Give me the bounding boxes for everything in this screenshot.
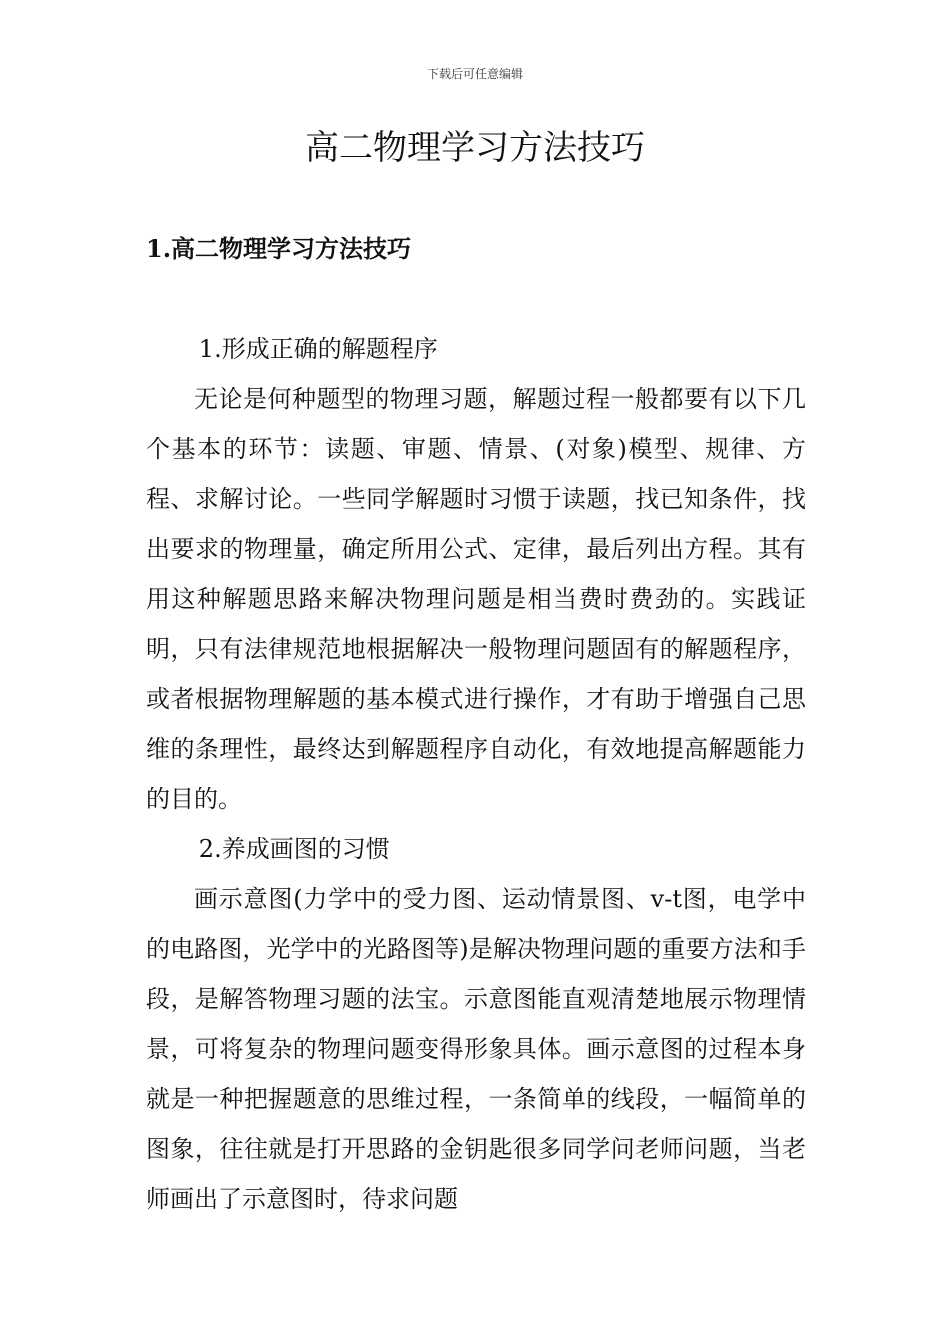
document-body: [146, 324, 806, 1224]
section-heading: 1.高二物理学习方法技巧: [146, 234, 412, 263]
subheading-1: 1.形成正确的解题程序: [198, 335, 438, 363]
paragraph-2: 画示意图(力学中的受力图、运动情景图、v-t图，电学中的电路图，光学中的光路图等)是解决物理问题的重要方法和手段，是解答物理习题的法宝。示意图能直观清楚地展示物理情景，可将复杂的物理问题变得形象具体。画示意图的过程本身就是一种把握题意的思维过程，一条简单的线段，一幅简单的图象，往往就是打开思路的金钥匙很多同学问老师问题，当老师画出了示意图时，待求问题: [146, 885, 806, 1213]
header-note: 下载后可任意编辑: [426, 67, 523, 81]
subheading-2: 2.养成画图的习惯: [198, 835, 390, 863]
paragraph-1: 无论是何种题型的物理习题，解题过程一般都要有以下几个基本的环节：读题、审题、情景、(对象)模型、规律、方程、求解讨论。一些同学解题时习惯于读题，找已知条件，找出要求的物理量，确定所用公式、定律，最后列出方程。其有用这种解题思路来解决物理问题是相当费时费劲的。实践证明，只有法律规范地根据解决一般物理问题固有的解题程序，或者根据物理解题的基本模式进行操作，才有助于增强自己思维的条理性，最终达到解题程序自动化，有效地提高解题能力的目的。: [146, 385, 806, 813]
document-title: 高二物理学习方法技巧: [305, 128, 645, 168]
